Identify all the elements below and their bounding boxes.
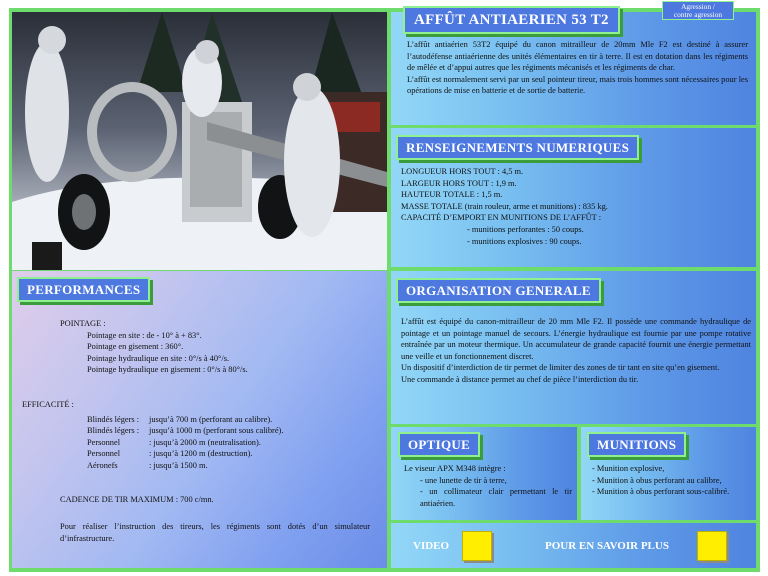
toggle-label-line1: Agression / xyxy=(681,2,715,11)
mass-line: MASSE TOTALE (train rouleur, arme et munitions) : 835 kg. xyxy=(401,201,608,211)
organisation-text xyxy=(401,316,751,386)
pointage-hydraulique-site: Pointage hydraulique en site : 0°/s à 40°/s. xyxy=(87,353,230,363)
optique-header: OPTIQUE xyxy=(398,432,480,457)
organisation-paragraph: L’affût est équipé du canon-mitrailleur de 20 mm Mle F2. Il possède une commande hydraulique de pointage et un pointage manuel de secours. L’énergie hydraulique est fournie par une pompe rotative entraînée par un moteur thermique. Un accumulateur de grande capacité fournit une énergie permettant une veille et un fonctionnement discret. xyxy=(401,317,751,361)
efficacite-range: : jusqu’à 1500 m. xyxy=(149,460,208,470)
page-title: AFFÛT ANTIAERIEN 53 T2 xyxy=(403,6,620,34)
anti-aircraft-gun-image xyxy=(12,12,387,270)
performances-header: PERFORMANCES xyxy=(17,277,150,302)
organisation-paragraph: Une commande à distance permet au chef de pièce l’interdiction du tir. xyxy=(401,374,639,384)
efficacite-row xyxy=(87,414,382,426)
ammo-explosive: - munitions explosives : 90 coups. xyxy=(467,236,582,246)
efficacite-row xyxy=(87,425,382,437)
optique-item: - un collimateur clair permettant le tir antiaérien. xyxy=(420,487,572,508)
optique-text xyxy=(404,463,572,509)
pointage-block xyxy=(60,318,380,376)
efficacite-target: Personnel xyxy=(87,437,121,447)
efficacite-range: jusqu’à 700 m (perforant au calibre). xyxy=(149,414,273,424)
munition-item: - Munition à obus perforant au calibre, xyxy=(592,475,722,485)
efficacite-block xyxy=(22,399,382,472)
munitions-header: MUNITIONS xyxy=(587,432,686,457)
toggle-label-line2: contre agression xyxy=(673,10,723,19)
video-button[interactable] xyxy=(462,531,492,561)
intro-paragraph-1: L’affût antiaérien 53T2 équipé du canon mitrailleur de 20mm Mle F2 est destiné à assurer l’autodéfense antiaérienne des unités élémentaires en tir à terre. Il est en dotation dans les régiments de mêlée et d’appui autres que les régiments mécanisés et les régiments de char. xyxy=(407,40,748,73)
cadence-text: CADENCE DE TIR MAXIMUM : 700 c/mn. xyxy=(60,495,214,504)
intro-paragraph-2: L’affût est normalement servi par un seul pointeur tireur, mais trois hommes sont nécessaires pour les opérations de mise en batterie et de sortie de batterie. xyxy=(407,74,748,96)
more-info-label: POUR EN SAVOIR PLUS xyxy=(545,540,669,552)
efficacite-target: Personnel xyxy=(87,449,121,459)
efficacite-title: EFFICACITÉ : xyxy=(22,400,74,409)
organisation-header: ORGANISATION GENERALE xyxy=(396,278,601,303)
video-label: VIDEO xyxy=(413,540,450,552)
weapon-photo xyxy=(12,12,387,270)
efficacite-row xyxy=(87,460,382,472)
efficacite-range: : jusqu’à 2000 m (neutralisation). xyxy=(149,437,261,447)
efficacite-row xyxy=(87,437,382,449)
width-line: LARGEUR HORS TOUT : 1,9 m. xyxy=(401,178,517,188)
organisation-paragraph: Un dispositif d’interdiction de tir permet de limiter des zones de tir tant en site qu’en gisement. xyxy=(401,363,720,373)
munitions-text xyxy=(592,463,750,498)
aggression-toggle-button[interactable] xyxy=(662,1,734,20)
pointage-gisement: Pointage en gisement : 360°. xyxy=(87,342,184,352)
efficacite-range: jusqu’à 1000 m (perforant sous calibré). xyxy=(149,426,284,436)
efficacite-range: : jusqu’à 1200 m (destruction). xyxy=(149,449,253,459)
efficacite-row xyxy=(87,448,382,460)
numeric-text xyxy=(401,166,751,247)
munition-item: - Munition à obus perforant sous-calibré. xyxy=(592,487,730,497)
optique-intro: Le viseur APX M348 intègre : xyxy=(404,464,506,473)
efficacite-target: Blindés légers : xyxy=(87,426,140,436)
pointage-site: Pointage en site : de - 10° à + 83°. xyxy=(87,330,202,340)
length-line: LONGUEUR HORS TOUT : 4,5 m. xyxy=(401,167,524,176)
more-info-button[interactable] xyxy=(697,531,727,561)
efficacite-target: Aéronefs xyxy=(87,460,118,470)
munition-item: - Munition explosive, xyxy=(592,464,665,473)
ammo-perforant: - munitions perforantes : 50 coups. xyxy=(467,224,584,234)
intro-text xyxy=(407,39,748,97)
optique-item: - une lunette de tir à terre, xyxy=(420,475,507,485)
pointage-hydraulique-gisement: Pointage hydraulique en gisement : 0°/s à 80°/s. xyxy=(87,365,248,375)
height-line: HAUTEUR TOTALE : 1,5 m. xyxy=(401,190,503,200)
simulateur-text: Pour réaliser l’instruction des tireurs, les régiments sont dotés d’un simulateur d’infrastructure. xyxy=(60,522,370,543)
capacity-line: CAPACITÉ D’EMPORT EN MUNITIONS DE L’AFFÛT : xyxy=(401,213,602,223)
pointage-title: POINTAGE : xyxy=(60,319,106,328)
numeric-header: RENSEIGNEMENTS NUMERIQUES xyxy=(396,135,639,160)
efficacite-target: Blindés légers : xyxy=(87,414,140,424)
